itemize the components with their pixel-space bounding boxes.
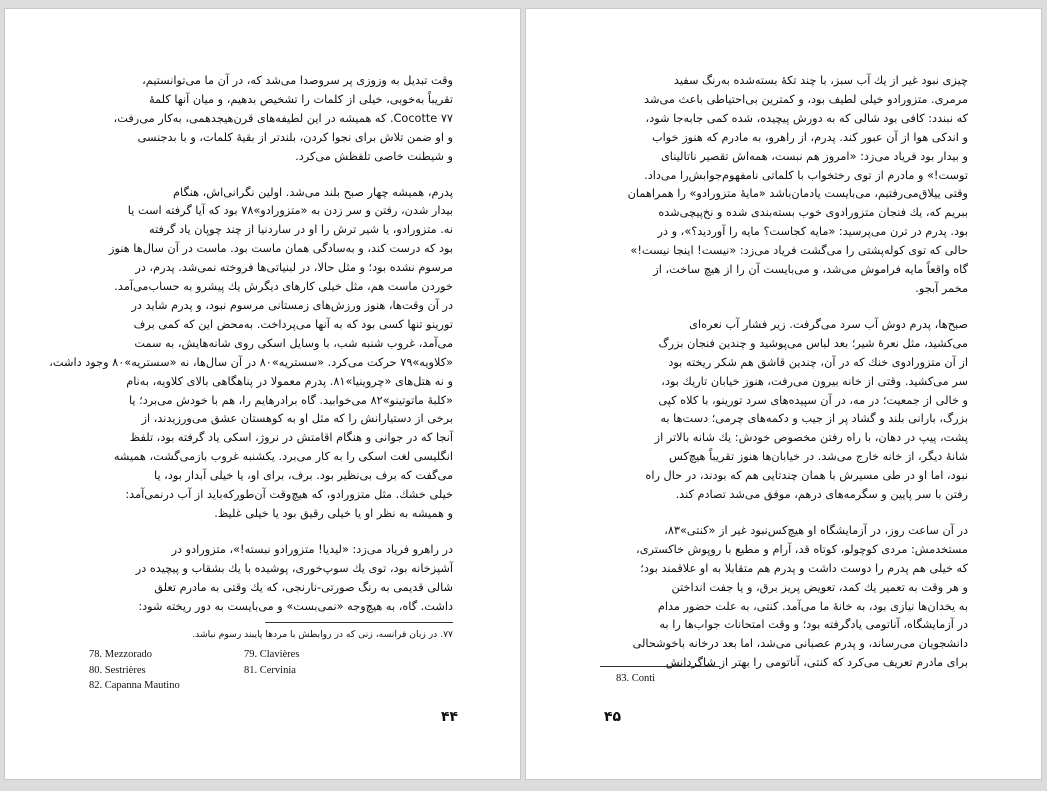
text-line: که خیلی هم پدرم را دوست داشت و پدرم هم متقابلا به او علاقمند بود؛ (640, 561, 968, 575)
text-line: می‌آمد، غروب شنبه شب، با وسایل اسکی روی شانه‌هایش، به سمت (134, 336, 453, 350)
text-line: و خالی از جمعیت؛ در مه، در آن سپیده‌های سرد تورینو، با کلاه کپی (658, 393, 968, 407)
text-line: حالی که توی کوله‌پشتی را می‌گشت فریاد می‌زد: «نیست! اینجا نیست!» (630, 244, 968, 258)
footnote: 82. Capanna Mautino (89, 680, 180, 691)
left-page (4, 8, 521, 780)
text-line: «کلبهٔ ماتوتینو»۸۲ می‌خوابید. گاه برادرهایم را، هم با خودش می‌برد؛ یا (128, 393, 453, 407)
text-line: بود. پدرم در ترن می‌پرسید: «مایه کجاست؟ مایه را آوردید؟»، و در (657, 225, 968, 239)
left-page-body (49, 72, 453, 616)
footnote: 80. Sestrières (89, 664, 146, 676)
footnote-83: 83. Conti (616, 673, 656, 684)
text-line: توست!» و مادرم از توی رختخواب با کلماتی نامفهوم‌جوابش‌را می‌داد. (644, 168, 968, 182)
footnote: 79. Clavières (244, 649, 300, 660)
paragraph (600, 72, 968, 299)
text-line: شانهٔ دیگر، از خانه خارج می‌شد. در خیابان‌ها هنوز تقریباً هیچ‌کس (669, 450, 968, 464)
footnote-row (89, 647, 389, 663)
footnote: 78. Mezzorado (89, 649, 152, 660)
text-line: آنجا که در جوانی و هنگام اقامتش در نروژ، اسکی یاد گرفته بود، تلفظ (129, 431, 453, 445)
text-line: در آن ساعت روز، در آزمایشگاه او هیچ‌کس‌نبود غیر از «کنتی»۸۳، (664, 523, 968, 537)
text-line: بود که درست کند، و به‌سادگی همان ماست بود. ماست در آن سال‌ها هنوز (109, 242, 453, 256)
text-line: به یخدان‌ها نیازی بود، به خانهٔ ما می‌آمد. کنتی، به علت حضور مدام (657, 599, 968, 613)
page-number: ۴۴ (441, 709, 459, 725)
text-line: پشت، پیپ در دهان، با راه رفتن مخصوص خودش: یك شانه بالاتر از (654, 431, 968, 445)
footnote-rule (265, 622, 453, 623)
text-line: سر می‌کشید. وقتی از خانه بیرون می‌رفت، هنوز خیابان تاریك بود، (661, 374, 968, 388)
text-line: آشپزخانه بود، توی یك سوپ‌خوری، پوشیده با یك بشقاب و پیچیده در (135, 561, 453, 575)
text-line: مرمری. متزورادو خیلی لطیف بود، و کمترین بی‌احتیاطی باعث می‌شد (644, 92, 968, 106)
text-line: گاه واقعاً مایه فراموش می‌شد، و می‌بایست آن را از هیچ ساخت، از (653, 263, 968, 277)
paragraph (600, 316, 968, 505)
text-line: می‌کشید، مثل نعرهٔ شیر؛ بعد لباس می‌پوشید و چندین فنجان بزرگ (658, 336, 968, 350)
text-line: Cocotte ۷۷. که همیشه در این لطیفه‌های قرن‌هیجدهمی، به‌کار می‌رفت، (113, 111, 453, 125)
text-line: و بیدار بود فریاد می‌زد: «امروز هم نبست، همه‌اش تقصیر ناتالینای (660, 149, 968, 163)
text-line: انگلیسی لغت اسکی را به کار می‌برد. یکشنبه غروب بازمی‌گشت، همیشه (113, 450, 453, 464)
text-line: مرسوم نشده بود؛ و مثل حالا، در لبنیاتی‌ها فروخته نمی‌شد. پدرم، در (135, 261, 453, 275)
text-line: پدرم، همیشه چهار صبح بلند می‌شد. اولین نگرانی‌اش، هنگام (173, 185, 453, 199)
footnote-rule (600, 666, 720, 667)
paragraph (600, 522, 968, 673)
text-line: و او ضمن تلاش برای نجوا کردن، بلندتر از بقیهٔ کلمات، و با بدجنسی (137, 130, 453, 144)
text-line: نه. متزورادو، یا شیر ترش را او در ساردنیا از چند چوپان یاد گرفته (149, 223, 453, 237)
text-line: تقریباً به‌خوبی، خیلی از کلمات را تشخیص بدهیم، و میان آنها کلمهٔ (149, 92, 453, 106)
text-line: ببریم که، یك فنجان متزورادوی خوب بسته‌بندی شده و نخ‌پیچی‌شده (658, 206, 968, 220)
text-line: مخمر آبجو. (915, 281, 968, 295)
text-line: برخی از دستیارانش را که مثل او به کوهستان عشق می‌ورزیدند، از (141, 412, 453, 426)
text-line: تورینو تنها کسی بود که به آنها می‌پرداخت. به‌محض این که کمی برف (133, 317, 453, 331)
footnote-77: ۷۷. در زبان فرانسه، زنی که در روابطش با مردها پایبند رسوم نباشد. (192, 629, 453, 640)
text-line: وقت تبدیل به وزوزی پر سروصدا می‌شد که، در آن ما می‌توانستیم، (142, 74, 453, 87)
text-line: در آزمایشگاه، آناتومی یادگرفته بود؛ و وقت امتحانات جواب‌ها را به (659, 618, 968, 632)
text-line: وقتی ییلاق‌می‌رفتیم، می‌بایست یادمان‌باشد «مایهٔ متزورادو» را همراهمان (627, 187, 968, 201)
footnote-row (89, 678, 389, 694)
paragraph (49, 184, 453, 524)
text-line: و همیشه به نظر او یا خیلی رقیق بود یا خیلی غلیظ. (214, 506, 453, 520)
text-line: خیلی خشك. مثل متزورادو، که هیچ‌وقت آن‌طورکه‌باید از آب درنمی‌آمد: (125, 488, 453, 502)
text-line: شالی قدیمی به رنگ صورتی-نارنجی، که یك وقتی به مادرم تعلق (154, 580, 453, 594)
text-line: و اندکی هوا از آن عبور کند. پدرم، از راهرو، به مادرم که هنوز خواب (652, 130, 968, 144)
text-line: می‌گفت که برف بی‌نظیر بود. برف، برای او، یا خیلی آبدار بود، یا (154, 469, 453, 483)
text-line: چیزی نبود غیر از یك آب سبز، با چند تکهٔ بسته‌شده به‌رنگ سفید (673, 74, 968, 87)
text-line: رفتن با سر پایین و سگرمه‌های درهم، موفق می‌شد تصادم کند. (675, 488, 968, 502)
text-line: و شیطنت خاصی تلفظش می‌کرد. (295, 149, 453, 163)
paragraph (79, 541, 453, 617)
text-line: داشت. گاه، به هیچ‌وجه «نمی‌بست» و می‌بایست به دور ریخته شود: (138, 599, 453, 613)
text-line: خوردن ماست هم، مثل خیلی کارهای دیگرش یك پیشرو به حساب‌می‌آمد. (114, 280, 453, 294)
text-line: دانشجویان می‌رساند، و پدرم عصبانی می‌شد، اما بعد درخانه باخوشحالی (632, 637, 968, 651)
text-line: از آن متزورادوی خنك که در آن، چندین قاشق هم شکر ریخته بود (668, 355, 968, 369)
right-page-body (600, 72, 968, 673)
text-line: که نبندد: کافی بود شالی که به دورش پیچیده، شده کمی جابه‌جا شود، (645, 111, 968, 125)
footnote-list (89, 647, 389, 694)
text-line: برای مادرم تعریف می‌کرد که کنتی، آناتومی را بهتر از شاگردانش (665, 656, 968, 670)
text-line: مستخدمش: مردی کوچولو، کوتاه قد، آرام و مطیع با روپوش خاکستری، (636, 542, 968, 556)
text-line: نبود، اما او در طی مسیرش با همان چندتایی هم که بودند، در حال راه (645, 469, 968, 483)
paragraph (79, 72, 453, 167)
text-line: و هر وقت به تعمیر یك کمد، تعویض پریز برق، و یا جفت انداختن (671, 580, 968, 594)
text-line: در راهرو فریاد می‌زد: «لیدیا! متزورادو نبسته!»، متزورادو در (171, 542, 453, 556)
text-line: «کلاویه»۷۹ حرکت می‌کرد. «سستریه»۸۰ در آن سال‌ها، نه «سستریه»۸۰ وجود داشت، (49, 355, 453, 369)
footnote: 81. Cervinia (244, 664, 296, 676)
text-line: و نه هتل‌های «چروینیا»۸۱. پدرم معمولا در پناهگاهی بالای کلاویه، به‌نام (126, 374, 453, 388)
footnote-row (89, 663, 389, 679)
text-line: در آن وقت‌ها، هنوز ورزش‌های زمستانی مرسوم نبود، و پدرم شاید در (131, 298, 453, 312)
text-line: صبح‌ها، پدرم دوش آب سرد می‌گرفت. زیر فشار آب نعره‌ای (689, 317, 968, 331)
page-number: ۴۵ (604, 709, 622, 725)
right-page (525, 8, 1042, 780)
text-line: بیدار شدن، رفتن و سر زدن به «متزورادو»۷۸ بود که آیا گرفته است یا (127, 204, 453, 218)
text-line: بزرگ، بارانی بلند و گشاد پر از جیب و دکمه‌های چرمی؛ دست‌ها به (660, 412, 968, 426)
